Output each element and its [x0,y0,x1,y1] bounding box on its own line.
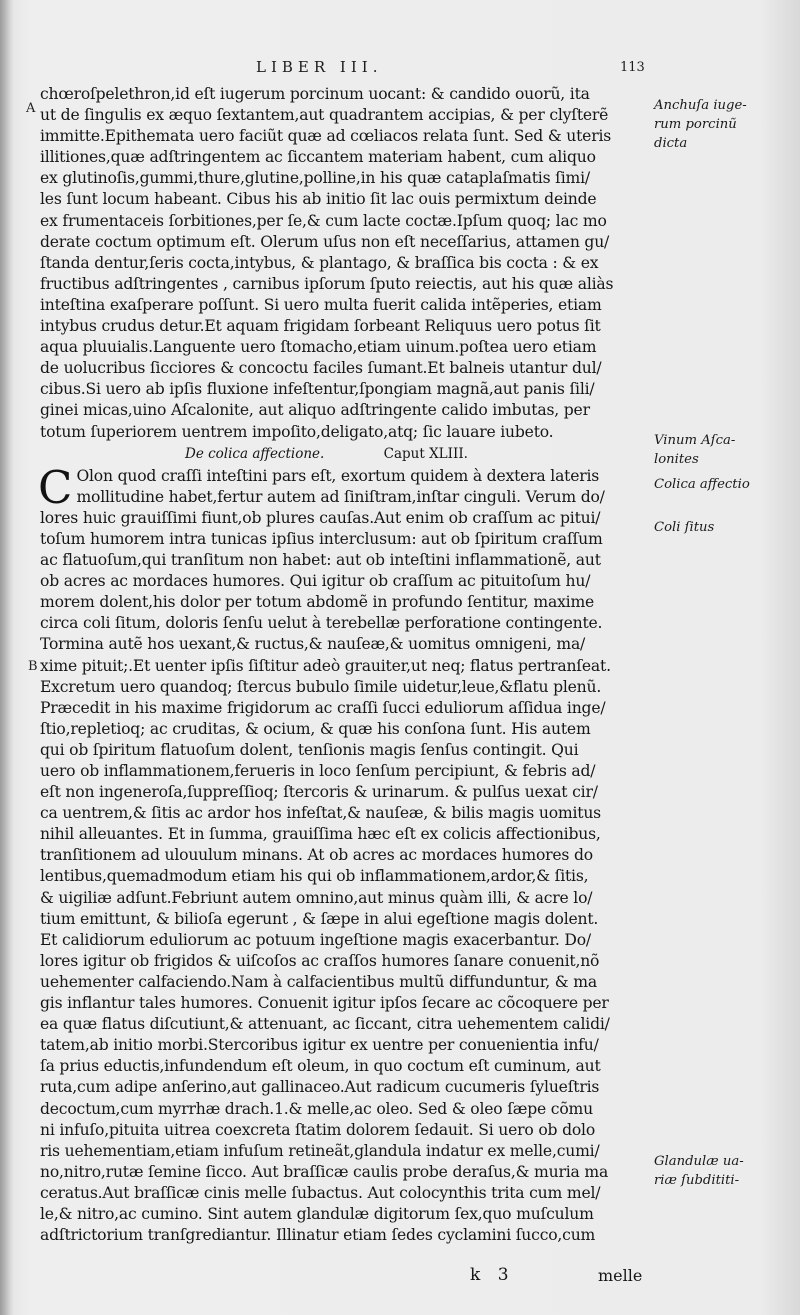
text-line: lentibus,quemadmodum etiam his qui ob inflammationem,ardor,& ſitis, [40,867,589,886]
text-line: Excretum uero quandoq; ſtercus bubulo ſimile uidetur,leue,&flatu plenũ. [40,677,602,696]
text-line: de uolucribus ſicciores & concoctu faciles ſumant.Et balneis utantur dul/ [40,359,602,378]
text-line: nihil alleuantes. Et in ſumma, grauiſſima hæc eſt ex colicis affectionibus, [40,825,601,844]
text-line: morem dolent,his dolor per totum abdomẽ in profundo ſentitur, maxime [40,593,595,612]
text-line: ceratus.Aut braſſicæ cinis melle ſubactus. Aut colocynthis trita cum mel/ [40,1183,601,1202]
text-line: tranſitionem ad ulouulum minans. At ob acres ac mordaces humores do [40,846,593,865]
paragraph-colica [38,460,650,1246]
text-line: uero ob inflammationem,ferueris in loco ſenſum percipiunt, & febris ad/ [40,762,596,780]
text-line: cibus.Si uero ab ipſis fluxione infeſtentur,ſpongiam magnã,aut panis ſili/ [40,380,595,399]
text-line: eſt non ingeneroſa,ſuppreſſioq; ſtercoris & urinarum. & pulſus uexat cir/ [40,783,598,802]
text-line: adſtrictorium tranſgrediantur. Illinatur etiam ſedes cyclamini ſucco,cum [40,1226,596,1245]
text-line: xime pituit;.Et uenter ipſis ſiſtitur adeò grauiter,ut neq; flatus pertranſeat. [40,656,611,675]
text-line: ex frumentaceis ſorbitiones,per ſe,& cum lacte coctæ.Ipſum quoq; lac mo [40,211,607,230]
text-line: toſum humorem intra tunicas ipſius interclusum: aut ob ſpiritum craſſum [40,529,603,548]
text-line: les ſunt locum habeant. Cibus his ab initio ſit lac ouis permixtum deinde [40,190,597,209]
text-line: & uigiliæ adſunt.Febriunt autem omnino,aut minus quàm illi, & acre lo/ [40,888,593,907]
text-line: ſtanda dentur,ſeris cocta,intybus, & plantago, & braſſica bis cocta : & ex [40,253,599,272]
text-line: mollitudine habet,fertur autem ad ſiniſtram,inſtar cinguli. Verum do/ [76,487,605,506]
page-footer [0,1263,800,1293]
paragraph-previous-chapter [40,84,650,443]
text-line: le,& nitro,ac cumino. Sint autem glandulæ digitorum ſex,quo muſculum [40,1204,594,1223]
text-line: uehementer calfaciendo.Nam à calfacientibus multũ diffunduntur, & ma [40,972,597,991]
page-number: 113 [620,60,645,75]
text-line: Præcedit in his maxime frigidorum ac craſſi ſucci eduliorum aſſidua inge/ [40,698,606,717]
text-line: no,nitro,rutæ ſemine ſicco. Aut braſſicæ caulis probe deraſus,& muria ma [40,1162,609,1181]
text-line: totum ſuperiorem uentrem impoſito,deligato,atq; ſic lauare iubeto. [40,422,554,441]
text-line: ni infuſo,pituita uitrea coexcreta ſtatim dolorem ſedauit. Si uero ob dolo [40,1120,596,1139]
text-line: lores huic grauiſſimi fiunt,ob plures cauſas.Aut enim ob craſſum ac pitui/ [40,508,601,527]
text-line: decoctum,cum myrrhæ drach.1.& melle,ac oleo. Sed & oleo ſæpe cõmu [40,1099,593,1118]
margin-note: lonites [654,452,699,467]
text-line: lores igitur ob frigidos & uiſcoſos ac craſſos humores ſanare conuenit,nõ [40,951,600,970]
text-line: ex glutinoſis,gummi,thure,glutine,polline,in his quæ cataplaſmatis ſimi/ [40,169,590,188]
text-line: fructibus adſtringentes , carnibus ipſorum ſputo reiectis, aut his quæ aliàs [40,274,614,293]
text-line: intybus crudus detur.Et aquam frigidam ſorbeant Reliquus uero potus ſit [40,317,601,336]
text-line: tium emittunt, & bilioſa egerunt , & ſæpe in alui egeſtione magis dolent. [40,909,599,928]
text-line: ut de ſingulis ex æquo ſextantem,aut quadrantem accipias, & per clyſterẽ [40,106,609,125]
chapter-title: De colica affectione. [185,445,325,462]
text-line: circa coli ſitum, doloris ſenſu uelut à terebellæ perforatione contingente. [40,614,603,633]
margin-note: riæ ſubdititi- [654,1173,740,1188]
text-line: tatem,ab initio morbi.Stercoribus igitur ex uentre per conuenientia infu/ [40,1036,599,1055]
text-line: ruta,cum adipe anſerino,aut gallinaceo.Aut radicum cucumeris ſylueſtris [40,1078,600,1097]
text-line: ris uehementiam,etiam infuſum retineãt,glandula indatur ex melle,cumi/ [40,1141,600,1160]
margin-note: Glandulæ ua- [654,1154,744,1169]
section-mark-b: B [28,659,38,674]
signature-mark: k 3 [470,1265,515,1285]
text-line: ob acres ac mordaces humores. Qui igitur ob craſſum ac pituitoſum hu/ [40,572,591,591]
margin-note: Vinum Aſca- [654,433,736,448]
margin-note: rum porcinũ [654,117,737,132]
gutter-shadow [0,0,14,1315]
text-line: Et calidiorum eduliorum ac potuum ingeſtione magis exacerbantur. Do/ [40,930,591,949]
margin-note: Anchuſa iuge- [654,98,747,113]
text-line: ginei micas,uino Aſcalonite, aut aliquo adſtringente calido imbutas, per [40,401,590,420]
text-line: Tormina autẽ hos uexant,& ructus,& nauſeæ,& uomitus omnigeni, ma/ [40,635,586,654]
section-mark-a: A [26,101,36,116]
drop-capital: C [38,460,73,514]
main-text [40,84,650,1246]
text-line: qui ob ſpiritum flatuoſum dolent, tenſionis magis ſenſus contingit. Qui [40,740,579,759]
text-line: inteſtina exaſperare poſſunt. Si uero multa fuerit calida intẽperies, etiam [40,295,602,314]
text-line: aqua pluuialis.Languente uero ſtomacho,etiam uinum.poſtea uero etiam [40,338,597,357]
text-line: illitiones,quæ adſtringentem ac ſiccantem materiam habent, cum aliquo [40,148,596,167]
catchword: melle [598,1266,643,1285]
margin-note: Coli ſitus [654,520,715,535]
text-line: immitte.Epithemata uero faciũt quæ ad cœliacos relata ſunt. Sed & uteris [40,127,612,146]
margin-note: Colica affectio [654,477,750,492]
text-line: ea quæ flatus diſcutiunt,& attenuant, ac ſiccant, citra uehementem calidi/ [40,1015,610,1034]
text-line: chœroſpelethron,id eſt iugerum porcinum uocant: & candido ouorũ, ita [40,85,590,103]
chapter-heading [40,444,650,465]
chapter-number: Caput XLIII. [383,445,468,462]
text-line: derate coctum optimum eſt. Olerum uſus non eſt neceſſarius, attamen gu/ [40,232,610,251]
margin-note: dicta [654,136,688,151]
text-line: ac flatuoſum,qui tranſitum non habet: aut ob inteſtini inflammationẽ, aut [40,551,601,570]
text-line: ſa prius eductis,infundendum eſt oleum, in quo coctum eſt cuminum, aut [40,1057,601,1076]
running-title: LIBER III. [256,58,383,76]
text-line: Olon quod craſſi inteſtini pars eſt, exortum quidem à dextera lateris [76,466,600,485]
text-line: gis inflantur tales humores. Conuenit igitur ipſos ſecare ac cõcoquere per [40,994,609,1013]
page-header [0,58,800,82]
text-line: ca uentrem,& ſitis ac ardor hos infeſtat,& nauſeæ, & bilis magis uomitus [40,804,601,823]
text-line: ſtio,repletioq; ac cruditas, & ocium, & quæ his conſona ſunt. His autem [40,719,591,738]
